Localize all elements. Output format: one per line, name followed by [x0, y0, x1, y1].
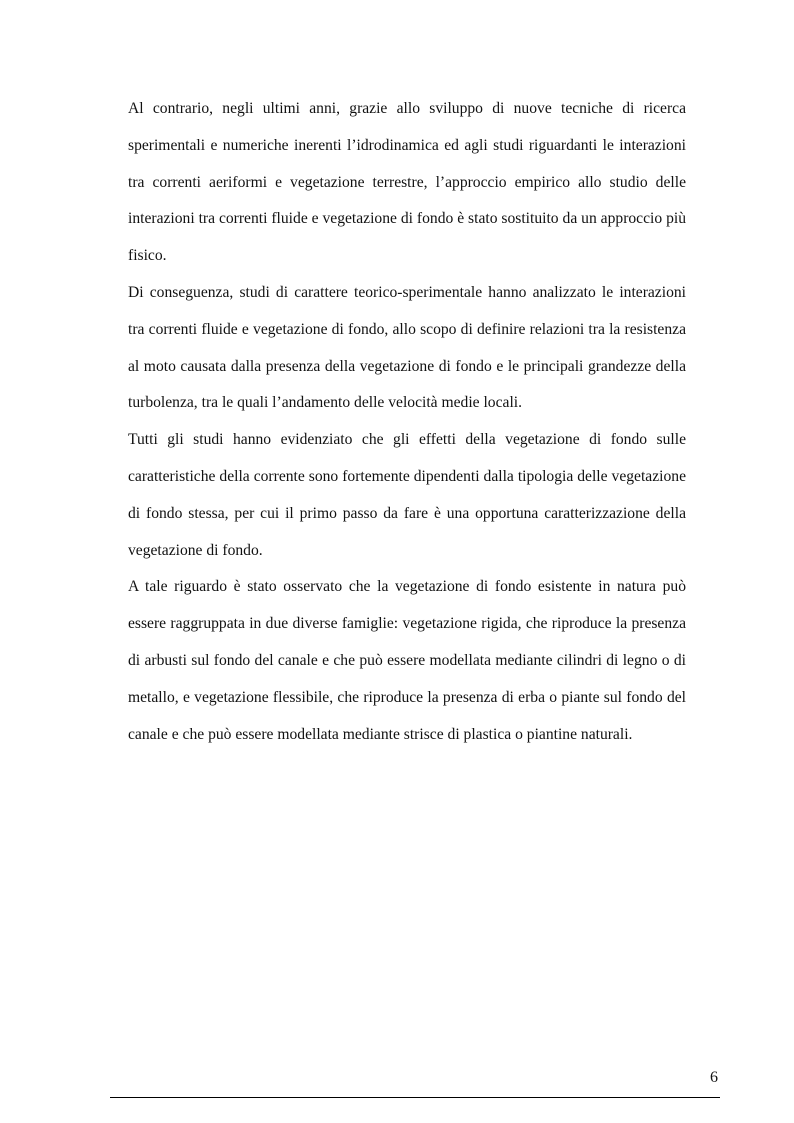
footer-divider — [110, 1097, 720, 1098]
body-paragraph: Tutti gli studi hanno evidenziato che gli effetti della vegetazione di fondo sulle caratteristiche della corrente sono fortemente dipendenti dalla tipologia delle vegetazione di fondo stessa, per cui il primo passo da fare è una opportuna caratterizzazione della vegetazione di fondo. — [128, 431, 686, 559]
body-paragraph: Di conseguenza, studi di carattere teorico-sperimentale hanno analizzato le interazioni tra correnti fluide e vegetazione di fondo, allo scopo di definire relazioni tra la resistenza al moto causata dalla presenza della vegetazione di fondo e le principali grandezze della turbolenza, tra le quali l’andamento delle velocità medie locali. — [128, 283, 686, 412]
page-body — [128, 91, 686, 753]
body-paragraph: A tale riguardo è stato osservato che la vegetazione di fondo esistente in natura può essere raggruppata in due diverse famiglie: vegetazione rigida, che riproduce la presenza di arbusti sul fondo del canale e che può essere modellata mediante cilindri di legno o di metallo, e vegetazione flessibile, che riproduce la presenza di erba o piante sul fondo del canale e che può essere modellata mediante strisce di plastica o piantine naturali. — [128, 578, 686, 743]
page-number: 6 — [710, 1069, 718, 1086]
body-paragraph: Al contrario, negli ultimi anni, grazie allo sviluppo di nuove tecniche di ricerca sperimentali e numeriche inerenti l’idrodinamica ed agli studi riguardanti le interazioni tra correnti aeriformi e vegetazione terrestre, l’approccio empirico allo studio delle interazioni tra correnti fluide e vegetazione di fondo è stato sostituito da un approccio più fisico. — [128, 100, 686, 265]
